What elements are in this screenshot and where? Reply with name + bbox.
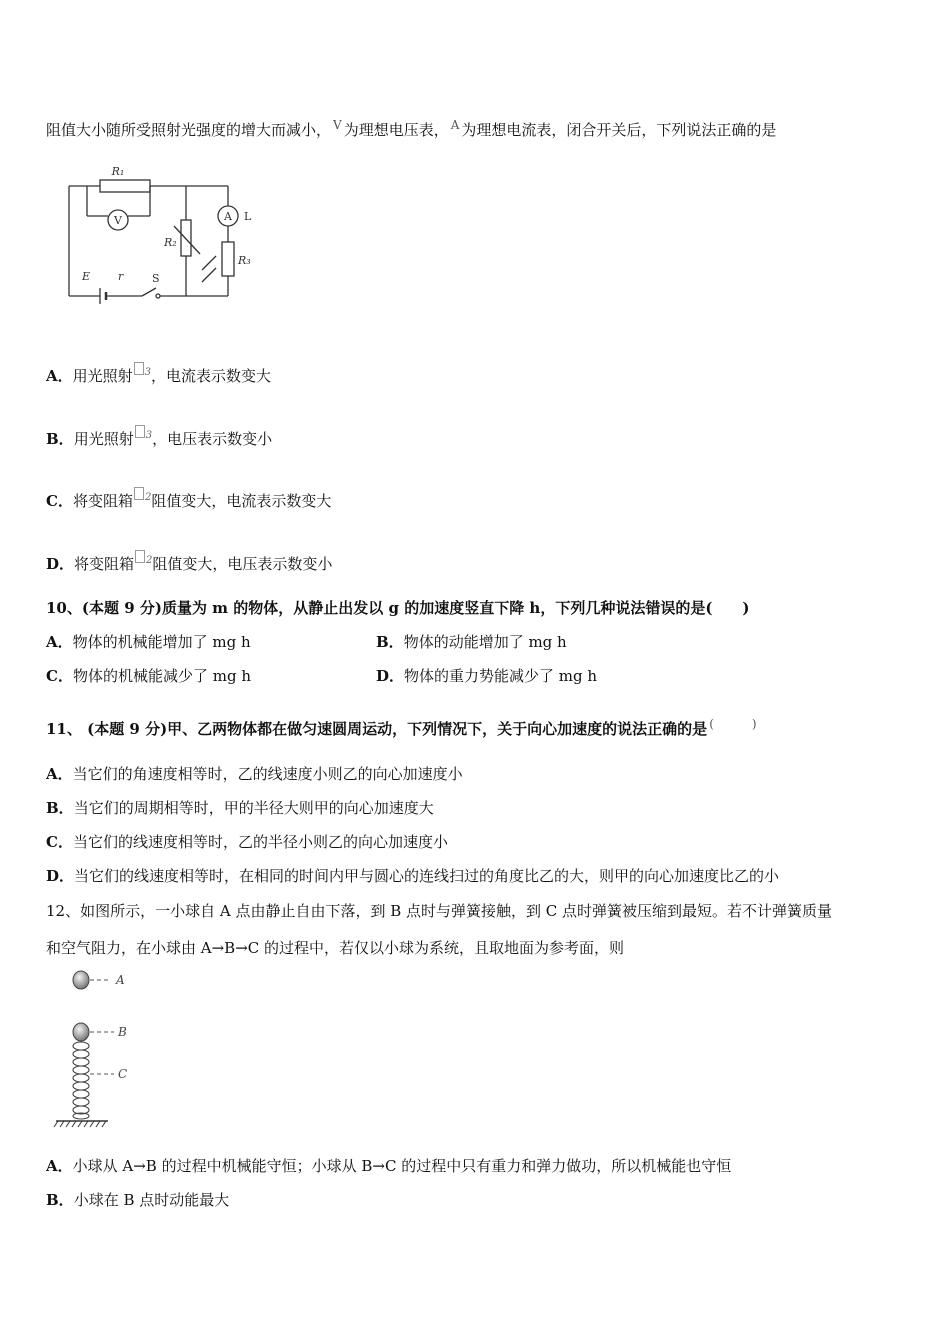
point-c-label: C [118, 1067, 128, 1081]
q11-stem: 11、 (本题 9 分)甲、乙两物体都在做匀速圆周运动，下列情况下，关于向心加速度的说法正确的是 ( ) [46, 717, 757, 738]
circuit-diagram [60, 158, 265, 306]
internal-resistance-label: r [118, 270, 124, 283]
point-b-label: B [118, 1025, 127, 1039]
r2-label: R₂ [164, 236, 177, 249]
ammeter-label: A [224, 210, 232, 223]
emf-label: E [82, 270, 91, 283]
q12-stem-line1: 12、如图所示，一小球自 A 点由静止自由下落，到 B 点时与弹簧接触，到 C 点时弹簧被压缩到最短。若不计弹簧质量 [46, 902, 833, 920]
q10-option-b: B．物体的动能增加了 mg h [376, 633, 567, 651]
q12-option-a: A．小球从 A→B 的过程中机械能守恒；小球从 B→C 的过程中只有重力和弹力做功，所以机械能也守恒 [46, 1157, 732, 1175]
q11-option-a: A．当它们的角速度相等时，乙的线速度小则乙的向心加速度小 [46, 765, 463, 783]
point-a-label: A [116, 973, 125, 987]
lamp-label: L [244, 210, 252, 223]
r3-label: R₃ [238, 254, 251, 267]
q11-option-d: D．当它们的线速度相等时，在相同的时间内甲与圆心的连线扫过的角度比乙的大，则甲的向心加速度比乙的小 [46, 867, 780, 885]
voltmeter-label: V [114, 214, 122, 227]
q9-option-a: A．用光照射 $^3$，电流表示数变大 [46, 362, 271, 386]
q9-option-c: C．将变阻箱 $^2$阻值变大，电流表示数变大 [46, 487, 331, 511]
missing-glyph-icon [134, 362, 144, 375]
missing-glyph-icon [135, 425, 145, 438]
q10-stem: 10、(本题 9 分)质量为 m 的物体，从静止出发以 g 的加速度竖直下降 h，下列几种说法错误的是( ) [46, 599, 750, 617]
ball-at-a [73, 971, 89, 989]
q12-option-b: B．小球在 B 点时动能最大 [46, 1191, 230, 1209]
ammeter-symbol: A [450, 118, 460, 132]
q9-option-b: B．用光照射 $^3$，电压表示数变小 [46, 425, 272, 449]
q10-option-c: C．物体的机械能减少了 mg h [46, 667, 251, 685]
resistor-r1 [100, 180, 150, 192]
switch-label: S [152, 272, 160, 285]
q9-stem: 阻值大小随所受照射光强度的增大而减小， $^V$ 为理想电压表， $^A$ 为理想电流表，闭合开关后，下列说法正确的是 [46, 118, 777, 139]
r1-label: R₁ [111, 165, 125, 178]
q9-option-d: D．将变阻箱 $^2$阻值变大，电压表示数变小 [46, 550, 332, 574]
spring [73, 1042, 89, 1119]
resistor-r3 [222, 242, 234, 276]
q11-option-c: C．当它们的线速度相等时，乙的半径小则乙的向心加速度小 [46, 833, 448, 851]
q12-stem-line2: 和空气阻力，在小球由 A→B→C 的过程中，若仅以小球为系统，且取地面为参考面，则 [46, 939, 625, 957]
q10-option-d: D．物体的重力势能减少了 mg h [376, 667, 598, 685]
missing-glyph-icon [134, 487, 144, 500]
spring-figure [52, 966, 142, 1130]
q10-option-a: A．物体的机械能增加了 mg h [46, 633, 251, 651]
ball-at-b [73, 1023, 89, 1041]
missing-glyph-icon [135, 550, 145, 563]
q11-option-b: B．当它们的周期相等时，甲的半径大则甲的向心加速度大 [46, 799, 434, 817]
voltmeter-symbol: V [333, 118, 342, 132]
